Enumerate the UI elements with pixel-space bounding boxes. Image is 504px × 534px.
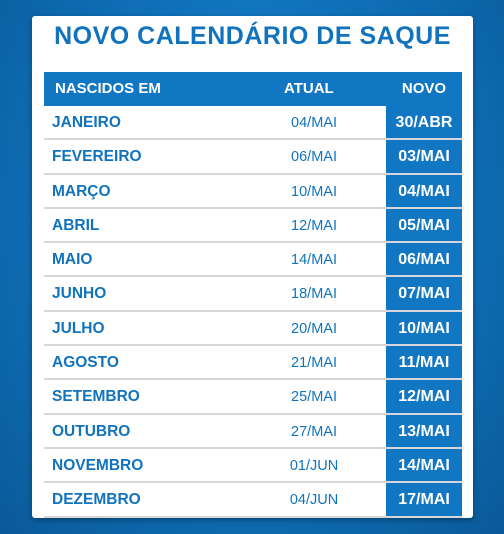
table-row: [44, 449, 462, 483]
table-row: [44, 277, 462, 311]
table-header: [44, 72, 462, 106]
row-novo-date: 13/MAI: [398, 422, 450, 440]
row-month: JULHO: [52, 319, 105, 337]
row-divider: [44, 516, 462, 518]
row-month: AGOSTO: [52, 354, 119, 372]
table-row: [44, 415, 462, 449]
row-month: ABRIL: [52, 216, 100, 234]
row-atual-date: 14/MAI: [291, 252, 337, 269]
calendar-card: [32, 16, 473, 518]
table-row: [44, 380, 462, 414]
row-atual-date: 20/MAI: [291, 320, 337, 337]
table-row: [44, 243, 462, 277]
row-month: OUTUBRO: [52, 422, 131, 440]
header-atual: ATUAL: [284, 80, 334, 97]
page-title: NOVO CALENDÁRIO DE SAQUE: [54, 22, 451, 50]
header-novo: NOVO: [401, 80, 447, 97]
row-atual-date: 18/MAI: [291, 286, 337, 303]
row-atual-date: 10/MAI: [291, 183, 337, 200]
row-atual-date: 04/MAI: [291, 115, 337, 131]
table-row: [44, 346, 462, 380]
row-atual-date: 04/JUN: [289, 492, 339, 509]
row-month: SETEMBRO: [52, 388, 140, 406]
table-row: [44, 175, 462, 209]
row-novo-date: 14/MAI: [398, 456, 450, 474]
row-atual-date: 21/MAI: [291, 355, 337, 372]
table-row: [44, 483, 462, 517]
row-atual-date: 06/MAI: [291, 149, 337, 166]
table-row: [44, 312, 462, 346]
header-nascidos-em: NASCIDOS EM: [55, 80, 161, 97]
row-atual-date: 01/JUN: [289, 457, 339, 474]
row-novo-date: 06/MAI: [398, 251, 450, 269]
row-atual-date: 25/MAI: [291, 389, 337, 406]
table-body: [44, 106, 462, 518]
row-novo-date: 17/MAI: [398, 491, 450, 509]
row-month: MARÇO: [52, 182, 111, 200]
row-month: FEVEREIRO: [52, 148, 142, 166]
row-novo-date: 04/MAI: [398, 182, 450, 200]
row-novo-date: 10/MAI: [398, 319, 450, 337]
row-month: JUNHO: [52, 285, 107, 303]
row-atual-date: 27/MAI: [291, 423, 337, 440]
table-row: [44, 140, 462, 174]
row-month: JANEIRO: [52, 114, 121, 131]
row-novo-date: 05/MAI: [398, 216, 450, 234]
row-month: MAIO: [52, 251, 93, 269]
table-row: [44, 209, 462, 243]
row-novo-date: 11/MAI: [398, 354, 450, 372]
row-month: NOVEMBRO: [52, 456, 144, 474]
row-novo-date: 30/ABR: [395, 114, 453, 131]
table-row: [44, 106, 462, 140]
row-novo-date: 12/MAI: [398, 388, 450, 406]
row-month: DEZEMBRO: [52, 491, 141, 509]
row-novo-date: 03/MAI: [398, 148, 450, 166]
row-atual-date: 12/MAI: [291, 217, 337, 234]
row-novo-date: 07/MAI: [398, 285, 450, 303]
